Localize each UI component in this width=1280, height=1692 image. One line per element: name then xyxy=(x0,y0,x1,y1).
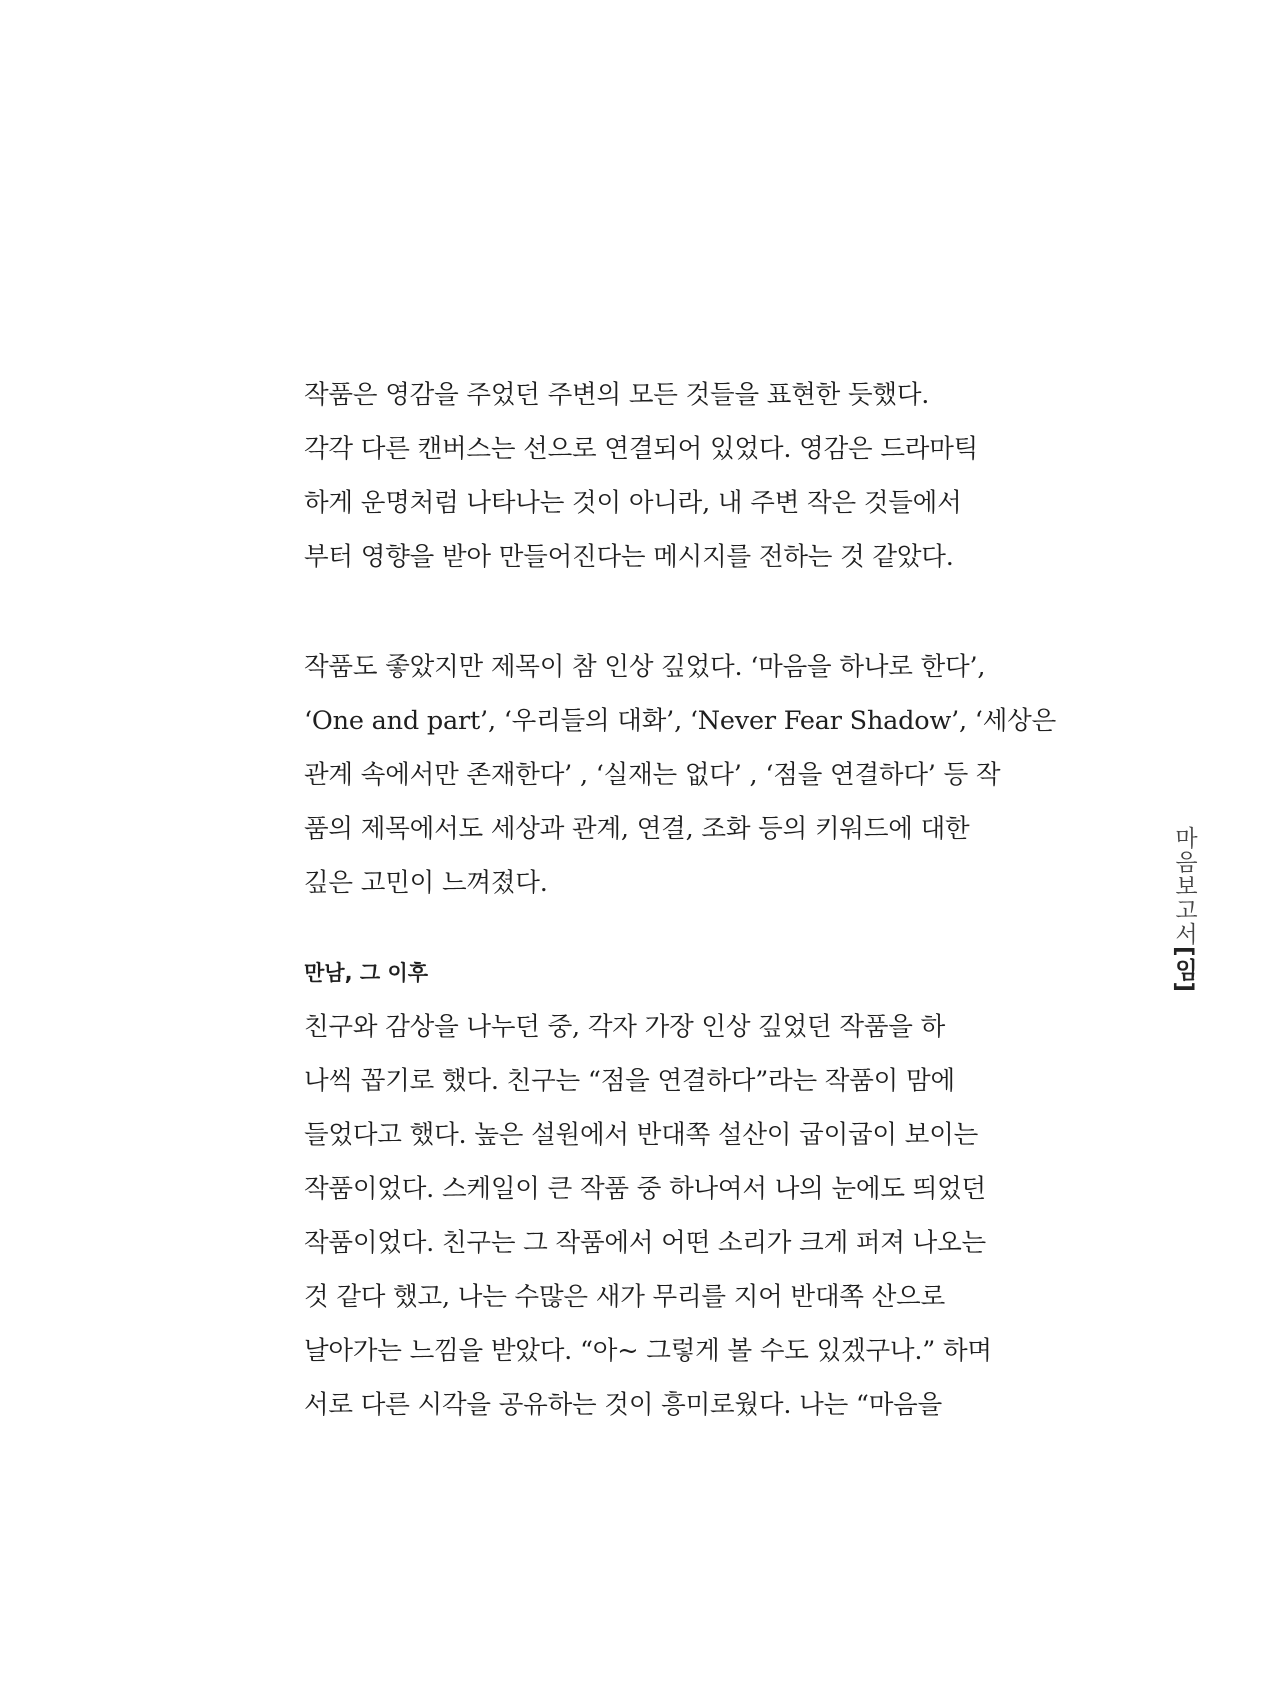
paragraph-line: 것 같다 했고, 나는 수많은 새가 무리를 지어 반대쪽 산으로 xyxy=(304,1282,946,1312)
running-title-close-bracket: ] xyxy=(1171,981,1197,994)
paragraph-line: 각각 다른 캔버스는 선으로 연결되어 있었다. 영감은 드라마틱 xyxy=(304,434,979,464)
running-title xyxy=(1168,826,1201,993)
paragraph-line: 하게 운명처럼 나타나는 것이 아니라, 내 주변 작은 것들에서 xyxy=(304,488,962,518)
running-title-series: 임 xyxy=(1171,957,1197,982)
paragraph-3 xyxy=(304,1000,992,1432)
paragraph-line: 관계 속에서만 존재한다’ , ‘실재는 없다’ , ‘점을 연결하다’ 등 작 xyxy=(304,760,1001,790)
paragraph-line: 나씩 꼽기로 했다. 친구는 “점을 연결하다”라는 작품이 맘에 xyxy=(304,1066,955,1096)
paragraph-line: 작품은 영감을 주었던 주변의 모든 것들을 표현한 듯했다. xyxy=(304,380,930,410)
section-heading: 만남, 그 이후 xyxy=(304,961,429,985)
running-title-text: 마음보고서 xyxy=(1171,826,1197,946)
paragraph-line: 작품이었다. 친구는 그 작품에서 어떤 소리가 크게 퍼져 나오는 xyxy=(304,1228,986,1258)
paragraph-line: 깊은 고민이 느껴졌다. xyxy=(304,868,548,898)
paragraph-line: ‘One and part’, ‘우리들의 대화’, ‘Never Fear Shadow’, ‘세상은 xyxy=(304,706,1057,736)
paragraph-2 xyxy=(304,640,1057,910)
paragraph-line: 서로 다른 시각을 공유하는 것이 흥미로웠다. 나는 “마음을 xyxy=(304,1390,943,1420)
running-title-open-bracket: [ xyxy=(1171,946,1197,958)
paragraph-line: 품의 제목에서도 세상과 관계, 연결, 조화 등의 키워드에 대한 xyxy=(304,814,970,844)
paragraph-line: 친구와 감상을 나누던 중, 각자 가장 인상 깊었던 작품을 하 xyxy=(304,1012,946,1042)
paragraph-line: 작품도 좋았지만 제목이 참 인상 깊었다. ‘마음을 하나로 한다’, xyxy=(304,652,986,682)
paragraph-line: 들었다고 했다. 높은 설원에서 반대쪽 설산이 굽이굽이 보이는 xyxy=(304,1120,979,1150)
paragraph-line: 작품이었다. 스케일이 큰 작품 중 하나여서 나의 눈에도 띄었던 xyxy=(304,1174,986,1204)
paragraph-line: 부터 영향을 받아 만들어진다는 메시지를 전하는 것 같았다. xyxy=(304,542,954,572)
paragraph-line: 날아가는 느낌을 받았다. “아~ 그렇게 볼 수도 있겠구나.” 하며 xyxy=(304,1336,992,1366)
paragraph-1 xyxy=(304,368,979,584)
